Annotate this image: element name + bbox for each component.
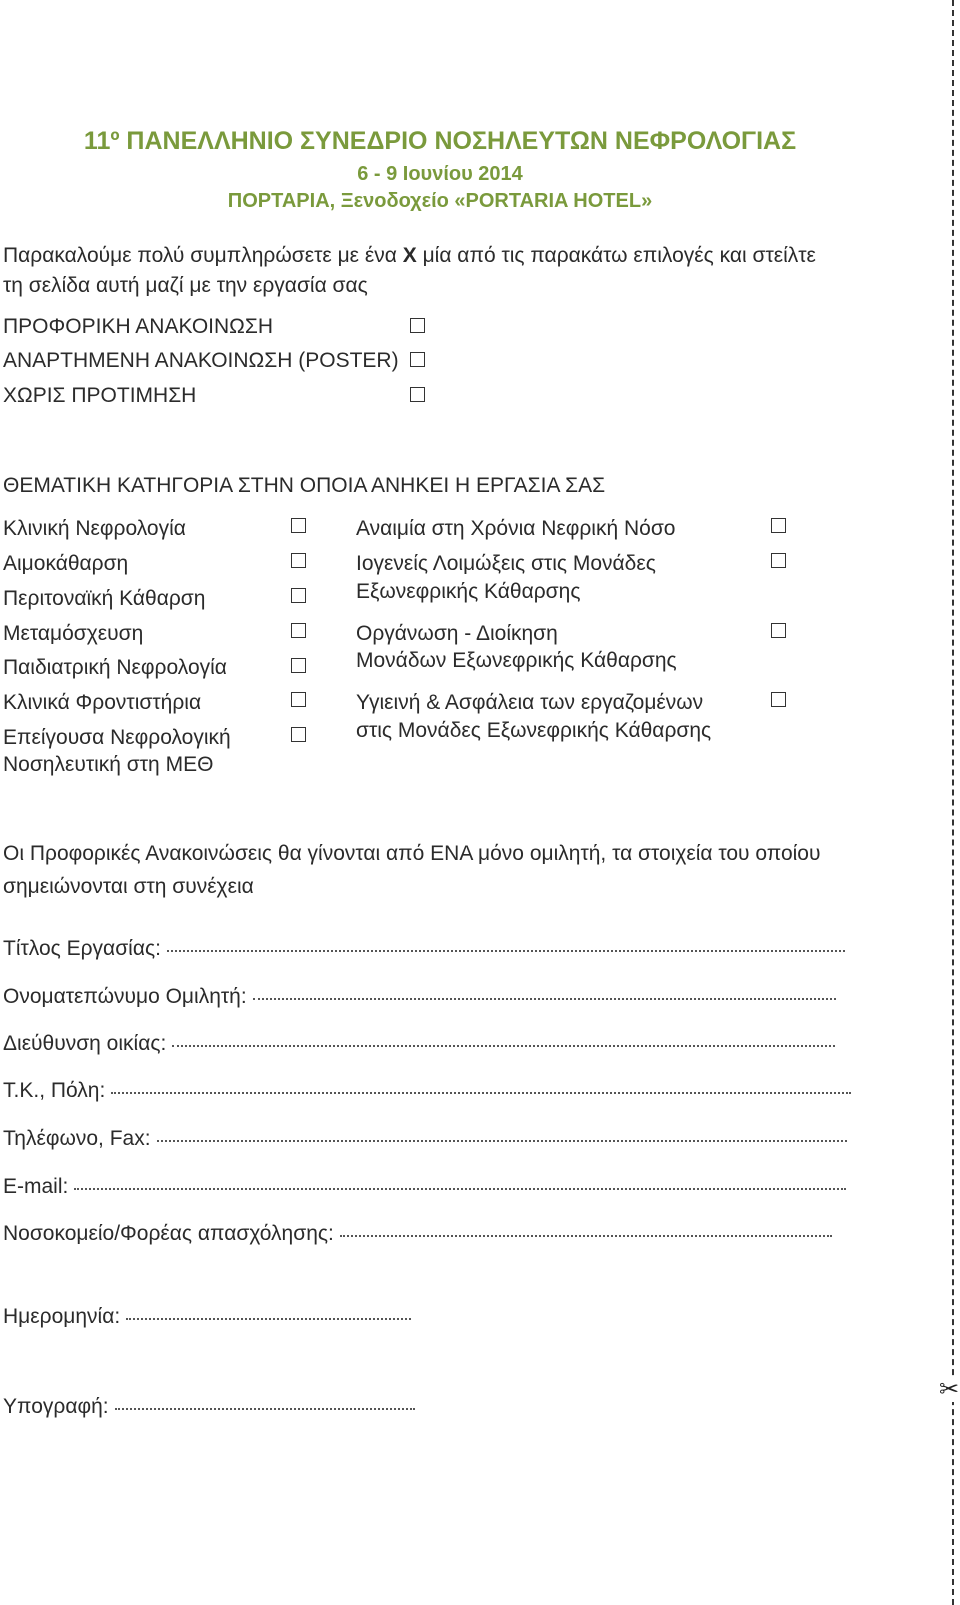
field-line[interactable] <box>167 949 845 952</box>
category-organization-management-line-2: Μονάδων Εξωνεφρικής Κάθαρσης <box>356 649 677 672</box>
category-organization-management: Οργάνωση - Διοίκηση <box>356 622 558 645</box>
category-clinical-nephrology-checkbox[interactable] <box>291 518 306 533</box>
category-hemodialysis: Αιμοκάθαρση <box>3 552 129 575</box>
field-postcode-city[interactable] <box>3 1079 851 1103</box>
field-email[interactable] <box>3 1175 846 1199</box>
category-heading: ΘΕΜΑΤΙΚΗ ΚΑΤΗΓΟΡΙΑ ΣΤΗΝ ΟΠΟΙΑ ΑΝΗΚΕΙ Η ΕΡΓΑΣΙΑ ΣΑΣ <box>3 474 606 497</box>
field-label: Ονοματεπώνυμο Ομιλητή: <box>3 985 247 1008</box>
conference-dates: 6 - 9 Ιουνίου 2014 <box>357 163 523 185</box>
category-transplantation: Μεταμόσχευση <box>3 622 144 645</box>
option-oral-label: ΠΡΟΦΟΡΙΚΗ ΑΝΑΚΟΙΝΩΣΗ <box>3 315 274 338</box>
field-line[interactable] <box>340 1234 832 1237</box>
field-date[interactable] <box>3 1305 411 1329</box>
category-emergency-nephrology-checkbox[interactable] <box>291 727 306 742</box>
category-emergency-nephrology-line-2: Νοσηλευτική στη ΜΕΘ <box>3 753 214 776</box>
category-organization-management-checkbox[interactable] <box>771 623 786 638</box>
cut-line <box>952 0 954 1605</box>
instructions-line-2: τη σελίδα αυτή μαζί με την εργασία σας <box>3 274 368 297</box>
field-line[interactable] <box>111 1091 851 1094</box>
speaker-note-line-2: σημειώνονται στη συνέχεια <box>3 875 254 898</box>
instructions-mark: X <box>402 244 417 267</box>
category-peritoneal-dialysis-checkbox[interactable] <box>291 588 306 603</box>
field-line[interactable] <box>172 1044 835 1047</box>
field-line[interactable] <box>126 1317 411 1320</box>
category-pediatric-nephrology: Παιδιατρική Νεφρολογία <box>3 656 227 679</box>
option-poster-label: ΑΝΑΡΤΗΜΕΝΗ ΑΝΑΚΟΙΝΩΣΗ (POSTER) <box>3 349 399 372</box>
category-peritoneal-dialysis: Περιτοναϊκή Κάθαρση <box>3 587 206 610</box>
field-speaker-name[interactable] <box>3 985 836 1009</box>
scissors-icon: ✂ <box>939 1376 960 1403</box>
field-signature[interactable] <box>3 1395 415 1419</box>
category-viral-infections-checkbox[interactable] <box>771 553 786 568</box>
instructions-text: Παρακαλούμε πολύ συμπληρώσετε με ένα <box>3 244 403 267</box>
field-label: Νοσοκομείο/Φορέας απασχόλησης: <box>3 1222 334 1245</box>
instructions-text: μία από τις παρακάτω επιλογές και στείλτε <box>416 244 816 267</box>
option-oral-checkbox[interactable] <box>410 318 425 333</box>
option-poster-checkbox[interactable] <box>410 352 425 367</box>
field-line[interactable] <box>74 1187 846 1190</box>
conference-title: 11º ΠΑΝΕΛΛΗΝΙΟ ΣΥΝΕΔΡΙΟ ΝΟΣΗΛΕΥΤΩΝ ΝΕΦΡΟΛΟΓΙΑΣ <box>83 127 797 155</box>
field-line[interactable] <box>253 997 836 1000</box>
speaker-note-line-1: Οι Προφορικές Ανακοινώσεις θα γίνονται από ΕΝΑ μόνο ομιλητή, τα στοιχεία του οποίου <box>3 842 821 865</box>
field-label: Ημερομηνία: <box>3 1305 121 1328</box>
category-anemia-ckd: Αναιμία στη Χρόνια Νεφρική Νόσο <box>356 517 676 540</box>
category-health-safety: Υγιεινή & Ασφάλεια των εργαζομένων <box>356 691 704 714</box>
field-paper-title[interactable] <box>3 937 845 961</box>
category-viral-infections-line-2: Εξωνεφρικής Κάθαρσης <box>356 580 581 603</box>
field-phone-fax[interactable] <box>3 1127 847 1151</box>
instructions-line-1 <box>3 242 816 270</box>
field-label: Τ.Κ., Πόλη: <box>3 1079 106 1102</box>
category-hemodialysis-checkbox[interactable] <box>291 553 306 568</box>
category-emergency-nephrology: Επείγουσα Νεφρολογική <box>3 726 231 749</box>
field-employer[interactable] <box>3 1222 832 1246</box>
field-label: Τηλέφωνο, Fax: <box>3 1127 151 1150</box>
category-clinical-workshops-checkbox[interactable] <box>291 692 306 707</box>
field-label: Διεύθυνση οικίας: <box>3 1032 167 1055</box>
category-pediatric-nephrology-checkbox[interactable] <box>291 658 306 673</box>
field-label: Τίτλος Εργασίας: <box>3 937 161 960</box>
field-home-address[interactable] <box>3 1032 835 1056</box>
field-line[interactable] <box>115 1407 415 1410</box>
field-line[interactable] <box>157 1139 847 1142</box>
field-label: E-mail: <box>3 1175 69 1198</box>
conference-venue: ΠΟΡΤΑΡΙΑ, Ξενοδοχείο «PORTARIA HOTEL» <box>227 190 653 212</box>
category-health-safety-checkbox[interactable] <box>771 692 786 707</box>
category-viral-infections: Ιογενείς Λοιμώξεις στις Μονάδες <box>356 552 656 575</box>
category-clinical-workshops: Κλινικά Φροντιστήρια <box>3 691 202 714</box>
option-no-preference-checkbox[interactable] <box>410 387 425 402</box>
category-transplantation-checkbox[interactable] <box>291 623 306 638</box>
category-clinical-nephrology: Κλινική Νεφρολογία <box>3 517 186 540</box>
option-no-preference-label: ΧΩΡΙΣ ΠΡΟΤΙΜΗΣΗ <box>3 384 197 407</box>
category-health-safety-line-2: στις Μονάδες Εξωνεφρικής Κάθαρσης <box>356 719 712 742</box>
field-label: Υπογραφή: <box>3 1395 109 1418</box>
category-anemia-ckd-checkbox[interactable] <box>771 518 786 533</box>
